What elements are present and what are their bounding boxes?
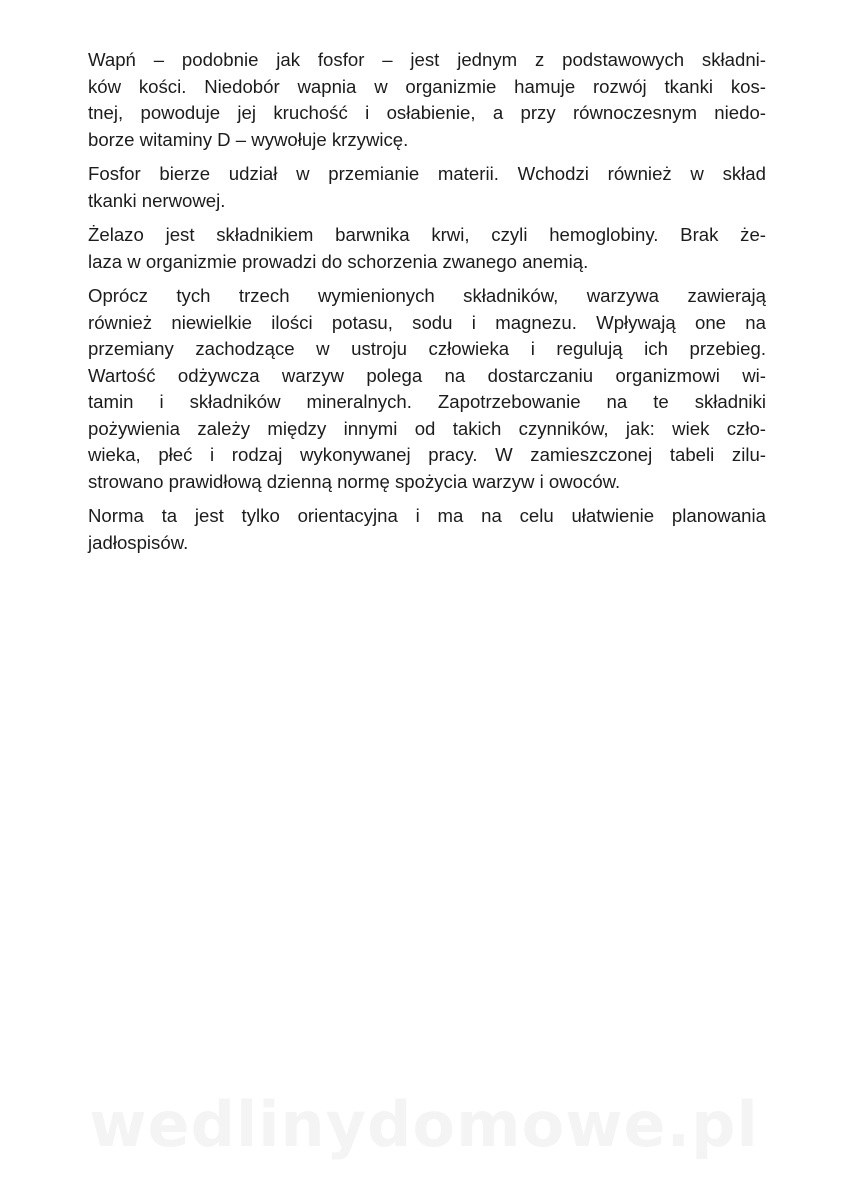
text-line: strowano prawidłową dzienną normę spożycia warzyw i owoców.: [88, 470, 621, 492]
text-line: tkanki nerwowej.: [88, 189, 226, 211]
text-line: Oprócz tych trzech wymienionych składników, warzywa zawierają: [88, 285, 766, 306]
text-line: borze witaminy D – wywołuje krzywicę.: [88, 128, 409, 150]
paragraph-minerals-nutrition: [88, 283, 766, 495]
text-line: Norma ta jest tylko orientacyjna i ma na celu ułatwienie planowania: [88, 505, 766, 526]
paragraph-phosphorus: [88, 161, 766, 214]
text-line: Wapń – podobnie jak fosfor – jest jednym z podstawowych składni-: [88, 49, 766, 70]
paragraph-norm: [88, 503, 766, 556]
text-line: Żelazo jest składnikiem barwnika krwi, czyli hemoglobiny. Brak że-: [88, 224, 766, 245]
text-line: ków kości. Niedobór wapnia w organizmie hamuje rozwój tkanki kos-: [88, 75, 766, 97]
paragraph-iron: [88, 222, 766, 275]
text-line: przemiany zachodzące w ustroju człowieka i regulują ich przebieg.: [88, 338, 766, 359]
body-text: [88, 47, 766, 564]
text-line: również niewielkie ilości potasu, sodu i magnezu. Wpływają one na: [88, 311, 766, 333]
text-line: Wartość odżywcza warzyw polega na dostarczaniu organizmowi wi-: [88, 364, 766, 386]
text-line: laza w organizmie prowadzi do schorzenia zwanego anemią.: [88, 250, 589, 272]
text-line: tnej, powoduje jej kruchość i osłabienie, a przy równoczesnym niedo-: [88, 102, 766, 123]
text-line: tamin i składników mineralnych. Zapotrzebowanie na te składniki: [88, 391, 766, 412]
paragraph-calcium: [88, 47, 766, 153]
text-line: pożywienia zależy między innymi od takich czynników, jak: wiek czło-: [88, 417, 766, 439]
text-line: jadłospisów.: [88, 531, 189, 553]
text-line: Fosfor bierze udział w przemianie materii. Wchodzi również w skład: [88, 163, 766, 184]
watermark: wedlinydomowe.pl: [89, 1088, 759, 1161]
text-line: wieka, płeć i rodzaj wykonywanej pracy. W zamieszczonej tabeli zilu-: [88, 444, 766, 465]
